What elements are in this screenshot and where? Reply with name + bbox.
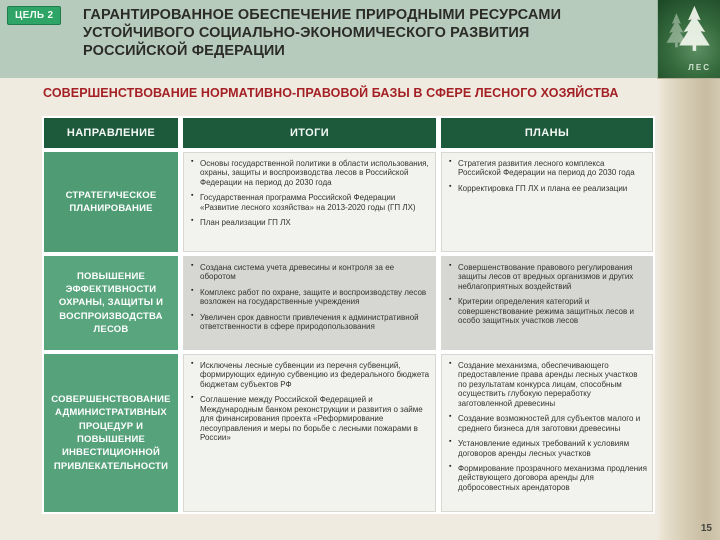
bullet-item: ▪ Совершенствование правового регулирования защиты лесов от вредных организмов и других неблагоприятных воздействий — [449, 263, 647, 291]
bullet-item: ▪ Формирование прозрачного механизма продления действующего договора аренды для добросовестных арендаторов — [449, 464, 647, 492]
slide-title — [83, 7, 623, 61]
results-list — [191, 263, 430, 332]
results-cell — [183, 256, 436, 350]
slide-title-line: РОССИЙСКОЙ ФЕДЕРАЦИИ — [83, 42, 285, 59]
slide-title-line: УСТОЙЧИВОГО СОЦИАЛЬНО-ЭКОНОМИЧЕСКОГО РАЗВИТИЯ — [83, 24, 530, 41]
bullet-item: ▪ Исключены лесные субвенции из перечня субвенций, формирующих единую субвенцию из федерального бюджета бюджетам субъектов РФ — [191, 361, 430, 389]
bullet-item: ▪ Корректировка ГП ЛХ и плана ее реализации — [449, 184, 647, 193]
logo-label: ЛЕС — [688, 63, 711, 72]
slide-title-line: ГАРАНТИРОВАННОЕ ОБЕСПЕЧЕНИЕ ПРИРОДНЫМИ РЕСУРСАМИ — [83, 7, 562, 23]
bullet-item: ▪ Создана система учета древесины и контроля за ее оборотом — [191, 263, 430, 282]
results-cell — [183, 354, 436, 512]
bullet-item: ▪ Комплекс работ по охране, защите и воспроизводству лесов возложен на государственные учреждения — [191, 288, 430, 307]
results-list — [191, 361, 430, 443]
bullet-item: ▪ Создание возможностей для субъектов малого и среднего бизнеса для заготовки древесины — [449, 414, 647, 433]
column-header-plans: ПЛАНЫ — [441, 118, 653, 148]
plans-cell — [441, 354, 653, 512]
plans-list — [449, 159, 647, 193]
bullet-item: ▪ Увеличен срок давности привлечения к административной ответственности в сфере природопользования — [191, 313, 430, 332]
section-subtitle: СОВЕРШЕНСТВОВАНИЕ НОРМАТИВНО-ПРАВОВОЙ БАЗЫ В СФЕРЕ ЛЕСНОГО ХОЗЯЙСТВА — [43, 86, 619, 100]
bullet-item: ▪ Установление единых требований к условиям договоров аренды лесных участков — [449, 439, 647, 458]
column-header-direction: НАПРАВЛЕНИЕ — [44, 118, 178, 148]
forest-logo — [657, 0, 720, 78]
slide-header — [0, 0, 720, 78]
direction-cell-protection-efficiency: ПОВЫШЕНИЕ ЭФФЕКТИВНОСТИ ОХРАНЫ, ЗАЩИТЫ И ВОСПРОИЗВОДСТВА ЛЕСОВ — [44, 256, 178, 350]
results-cell — [183, 152, 436, 252]
direction-cell-administrative-procedures: СОВЕРШЕНСТВОВАНИЕ АДМИНИСТРАТИВНЫХ ПРОЦЕДУР И ПОВЫШЕНИЕ ИНВЕСТИЦИОННОЙ ПРИВЛЕКАТЕЛЬНОСТИ — [44, 354, 178, 512]
bullet-item: ▪ Критерии определения категорий и совершенствование режима защитных лесов и особо защитных участков лесов — [449, 297, 647, 325]
plans-cell — [441, 256, 653, 350]
plans-cell — [441, 152, 653, 252]
goal-badge: ЦЕЛЬ 2 — [7, 6, 61, 25]
plans-list — [449, 263, 647, 326]
right-decoration-strip — [657, 78, 720, 540]
content-table — [42, 116, 655, 514]
bullet-item: ▪ Соглашение между Российской Федерацией и Международным банком реконструкции и развития о займе для финансирования проекта «Реформирование лесоуправления и меры по борьбе с лесными пожарами в России» — [191, 395, 430, 442]
direction-cell-strategic-planning: СТРАТЕГИЧЕСКОЕ ПЛАНИРОВАНИЕ — [44, 152, 178, 252]
column-header-results: ИТОГИ — [183, 118, 436, 148]
bullet-item: ▪ Стратегия развития лесного комплекса Российской Федерации на период до 2030 года — [449, 159, 647, 178]
fir-tree-icon — [662, 2, 716, 62]
page-number: 15 — [700, 523, 712, 534]
bullet-item: ▪ Государственная программа Российской Федерации «Развитие лесного хозяйства» на 2013-2020 годы (ГП ЛХ) — [191, 193, 430, 212]
results-list — [191, 159, 430, 228]
bullet-item: ▪ План реализации ГП ЛХ — [191, 218, 430, 227]
bullet-item: ▪ Создание механизма, обеспечивающего предоставление права аренды лесных участков по результатам конкурса лицам, способным осуществить глубокую переработку заготовленной древесины — [449, 361, 647, 408]
bullet-item: ▪ Основы государственной политики в области использования, охраны, защиты и воспроизводства лесов в Российской Федерации на период до 2030 года — [191, 159, 430, 187]
plans-list — [449, 361, 647, 492]
